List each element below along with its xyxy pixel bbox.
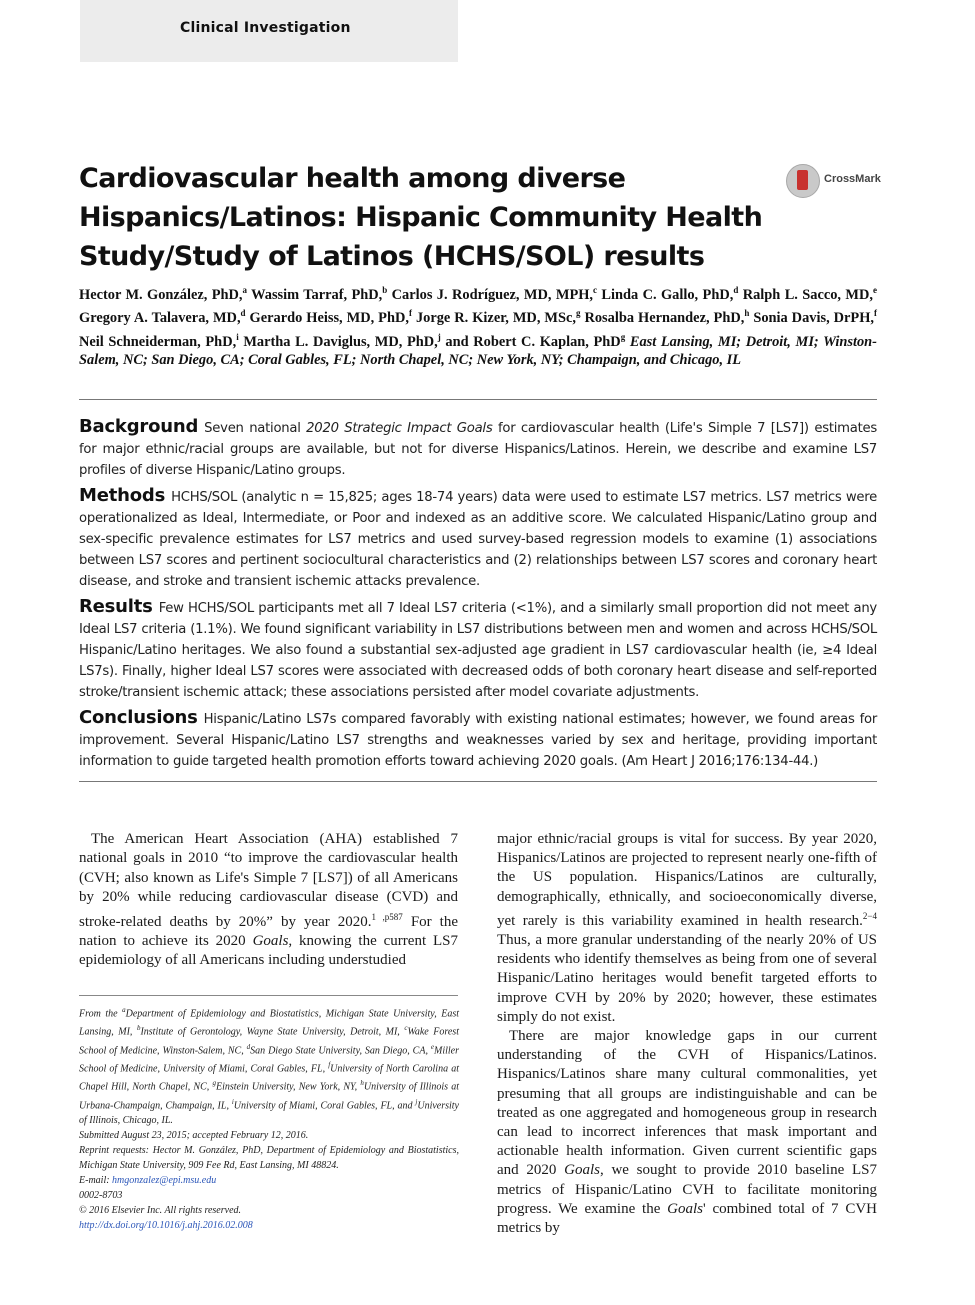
email-label: E-mail: <box>79 1174 113 1186</box>
author-name: Martha L. Daviglus, MD, PhD, <box>243 333 438 350</box>
aff-text: San Diego State University, San Diego, CA, <box>250 1044 431 1056</box>
author-name: Carlos J. Rodríguez, MD, MPH, <box>391 286 594 303</box>
methods-text: HCHS/SOL (analytic n = 15,825; ages 18-74 years) data were used to estimate LS7 metrics. LS7 metrics were operationalized as Ideal, Intermediate, or Poor and indexed as an additive score. We calculated Hispanic/Latino group and sex-specific prevalence estimates for LS7 metrics and used survey-based regression models to examine (1) associations between LS7 scores and pertinent sociocultural characteristics and (2) relationships between LS7 scores and coronary heart disease, and stroke and transient ischemic attacks prevalence. <box>79 490 877 589</box>
body-column-right <box>497 830 877 1238</box>
abstract-methods <box>79 486 877 592</box>
body-emphasis: Goals <box>667 1200 703 1217</box>
results-text: Few HCHS/SOL participants met all 7 Ideal LS7 criteria (<1%), and a similarly small proportion did not meet any Ideal LS7 criteria (1.1%). We found significant variability in LS7 distributions between men and women and across HCHS/SOL Hispanic/Latino heritages. We also found a substantial sex-adjusted age gradient in LS7 cardiovascular health (ie, ≥4 Ideal LS7s). Finally, higher Ideal LS7 scores were associated with decreased odds of both coronary heart disease and self-reported stroke/transient ischemic attack; these associations persisted after model covariate adjustments. <box>79 601 877 700</box>
aff-text: University of North Carolina at Chapel Hill, North Chapel, NC, <box>79 1063 459 1093</box>
author-name: Robert C. Kaplan, PhD <box>473 333 621 350</box>
body-text: , we sought to provide 2010 baseline LS7 metrics of Hispanic/Latino CVH to facilitate monitoring progress. We examine the <box>497 1162 877 1217</box>
aff-text: University of Illinois, Chicago, IL. <box>79 1099 459 1126</box>
aff-text: Wake Forest School of Medicine, Winston-Salem, NC, <box>79 1026 459 1056</box>
author-locations: East Lansing, MI; Detroit, MI; Winston-Salem, NC; San Diego, CA; Coral Gables, FL; North Chapel, NC; New York, NY; Champaign, and Chicago, IL <box>79 333 877 368</box>
body-paragraph <box>79 830 458 971</box>
abstract <box>79 417 877 778</box>
body-text: major ethnic/racial groups is vital for success. By year 2020, Hispanics/Latinos are projected to represent nearly one-fifth of the US population. Hispanics/Latinos are culturally, demographically, ethnically, and socioeconomically diverse, yet rarely is this variability examined in health research. <box>497 831 877 929</box>
body-emphasis: Goals <box>252 933 289 950</box>
author-affiliation: a <box>242 285 248 295</box>
affiliations: From the $^a$Department of Epidemiology and Biostatistics, Michigan State University, East Lansing, MI, $^b$Institute of Gerontology, Wayne State University, Detroit, MI, $^c$Wake Forest School of Medicine, Winston-Salem, NC, $^d$San Diego State University, San Diego, CA, $^e$Miller School of Medicine, University of Miami, Coral Gables, FL, $^f$University of North Carolina at Chapel Hill, North Chapel, NC, $^g$Einstein University, New York, NY, $^h$University of Illinois at Urbana-Champaign, Champaign, IL, $^i$University of Miami, Coral Gables, FL, and $^j$University of Illinois, Chicago, IL. <box>79 1006 459 1126</box>
author-affiliation: f <box>408 308 412 319</box>
doi-link[interactable]: http://dx.doi.org/10.1016/j.ahj.2016.02.008 <box>79 1219 253 1231</box>
abstract-conclusions <box>79 708 877 772</box>
reference-link[interactable]: 2−4 <box>862 910 877 921</box>
footnotes <box>79 1003 459 1233</box>
crossmark-button[interactable] <box>786 164 886 198</box>
reference-link[interactable]: 1 ,p587 <box>371 911 403 922</box>
results-heading: Results <box>79 596 153 618</box>
body-text: , knowing the current LS7 epidemiology of all Americans including understudied <box>79 933 458 969</box>
abstract-background <box>79 417 877 481</box>
body-paragraph <box>497 1027 877 1238</box>
author-name: Wassim Tarraf, PhD, <box>251 286 383 303</box>
conclusions-text: Hispanic/Latino LS7s compared favorably with existing national estimates; however, we found areas for improvement. Several Hispanic/Latino LS7 strengths and weaknesses varied by sex and heritage, providing important information to guide targeted health promotion efforts toward achieving 2020 goals. (Am Heart J 2016;176:134-44.) <box>79 712 877 769</box>
aff-text: University of Illinois at Urbana-Champaign, Champaign, IL, <box>79 1081 459 1111</box>
body-text: For the nation to achieve its 2020 <box>79 913 458 950</box>
background-text-cont: for cardiovascular health (Life's Simple 7 [LS7]) estimates for major ethnic/racial groups are available, but not for diverse Hispanics/Latinos. Herein, we describe and examine LS7 profiles of diverse Hispanic/Latino groups. <box>79 421 877 478</box>
email-link[interactable]: hmgonzalez@epi.msu.edu <box>112 1174 217 1186</box>
and-word: and <box>445 333 469 350</box>
abstract-top-divider <box>79 399 877 400</box>
aff-text: From the <box>79 1008 123 1020</box>
author-name: Gerardo Heiss, MD, PhD, <box>249 310 409 327</box>
body-text: ' combined total of 7 CVH metrics by <box>497 1200 877 1237</box>
author-name: Rosalba Hernandez, PhD, <box>584 310 745 327</box>
author-affiliation: e <box>873 285 877 295</box>
email-line <box>79 1173 459 1188</box>
body-text: Thus, a more granular understanding of the nearly 20% of US residents who identify themselves as being from one of several Hispanic/Latino heritages would benefit targeted efforts to improve CVH by 20% by 2020; however, these estimates simply do not exist. <box>497 932 877 1025</box>
author-name: Ralph L. Sacco, MD, <box>742 286 873 303</box>
section-tab <box>80 0 458 62</box>
section-label: Clinical Investigation <box>180 20 351 36</box>
abstract-bottom-divider <box>79 781 877 782</box>
background-heading: Background <box>79 416 199 437</box>
author-affiliation: j <box>437 331 441 342</box>
crossmark-icon <box>786 164 820 198</box>
author-name: Gregory A. Talavera, MD, <box>79 310 241 327</box>
body-paragraph <box>497 830 877 1027</box>
aff-text: Miller School of Medicine, University of Miami, Coral Gables, FL, <box>79 1044 459 1075</box>
aff-text: University of Miami, Coral Gables, FL, and <box>233 1099 416 1111</box>
author-name: Sonia Davis, DrPH, <box>753 310 874 327</box>
author-list <box>79 281 877 369</box>
issn: 0002-8703 <box>79 1189 123 1201</box>
body-text: There are major knowledge gaps in our current understanding of the CVH of Hispanics/Latinos. Hispanics/Latinos share many cultural commonalities, yet presuming that all groups are indistinguishable and can be treated as one aggregated and homogeneous group in research can lead to incorrect inferences that mask important and actionable health information. Given current scientific gaps and 2020 <box>497 1028 877 1179</box>
submission-dates: Submitted August 23, 2015; accepted February 12, 2016. <box>79 1129 309 1141</box>
author-affiliation: b <box>382 285 388 295</box>
author-name: Linda C. Gallo, PhD, <box>601 286 734 303</box>
background-text: Seven national <box>204 421 307 436</box>
author-affiliation: g <box>620 331 626 342</box>
article-title: Cardiovascular health among diverse Hispanics/Latinos: Hispanic Community Health Study/Study of Latinos (HCHS/SOL) results <box>79 163 763 272</box>
author-affiliation: d <box>733 285 739 295</box>
author-name: Hector M. González, PhD, <box>79 286 243 303</box>
methods-heading: Methods <box>79 485 166 507</box>
body-emphasis: Goals <box>564 1162 600 1179</box>
author-affiliation: i <box>236 331 239 342</box>
author-affiliation: g <box>575 308 581 319</box>
reprint-requests: Reprint requests: Hector M. González, PhD, Department of Epidemiology and Biostatistics, Michigan State University, 909 Fee Rd, East Lansing, MI 48824. <box>79 1144 459 1171</box>
author-affiliation: h <box>744 308 750 319</box>
copyright: © 2016 Elsevier Inc. All rights reserved. <box>79 1204 242 1216</box>
crossmark-label: CrossMark <box>824 173 881 185</box>
conclusions-heading: Conclusions <box>79 707 198 729</box>
abstract-results <box>79 597 877 703</box>
author-name: Jorge R. Kizer, MD, MSc, <box>415 310 576 327</box>
author-affiliation: d <box>240 308 246 319</box>
author-name: Neil Schneiderman, PhD, <box>79 333 237 350</box>
aff-text: Einstein University, New York, NY, <box>215 1081 361 1093</box>
aff-text: Department of Epidemiology and Biostatistics, Michigan State University, East Lansing, MI, <box>79 1008 459 1038</box>
background-emphasis: 2020 Strategic Impact Goals <box>306 421 493 436</box>
author-affiliation: c <box>593 285 598 295</box>
footnote-divider <box>79 995 458 996</box>
author-affiliation: f <box>874 308 877 319</box>
body-text: The American Heart Association (AHA) established 7 national goals in 2010 “to improve the cardiovascular health (CVH; also known as Life's Simple 7 [LS7]) of all Americans by 20% while reducing cardiovascular disease (CVD) and stroke-related deaths by 20%” by year 2020. <box>79 831 458 930</box>
body-column-left <box>79 830 458 971</box>
aff-text: Institute of Gerontology, Wayne State University, Detroit, MI, <box>140 1026 405 1038</box>
